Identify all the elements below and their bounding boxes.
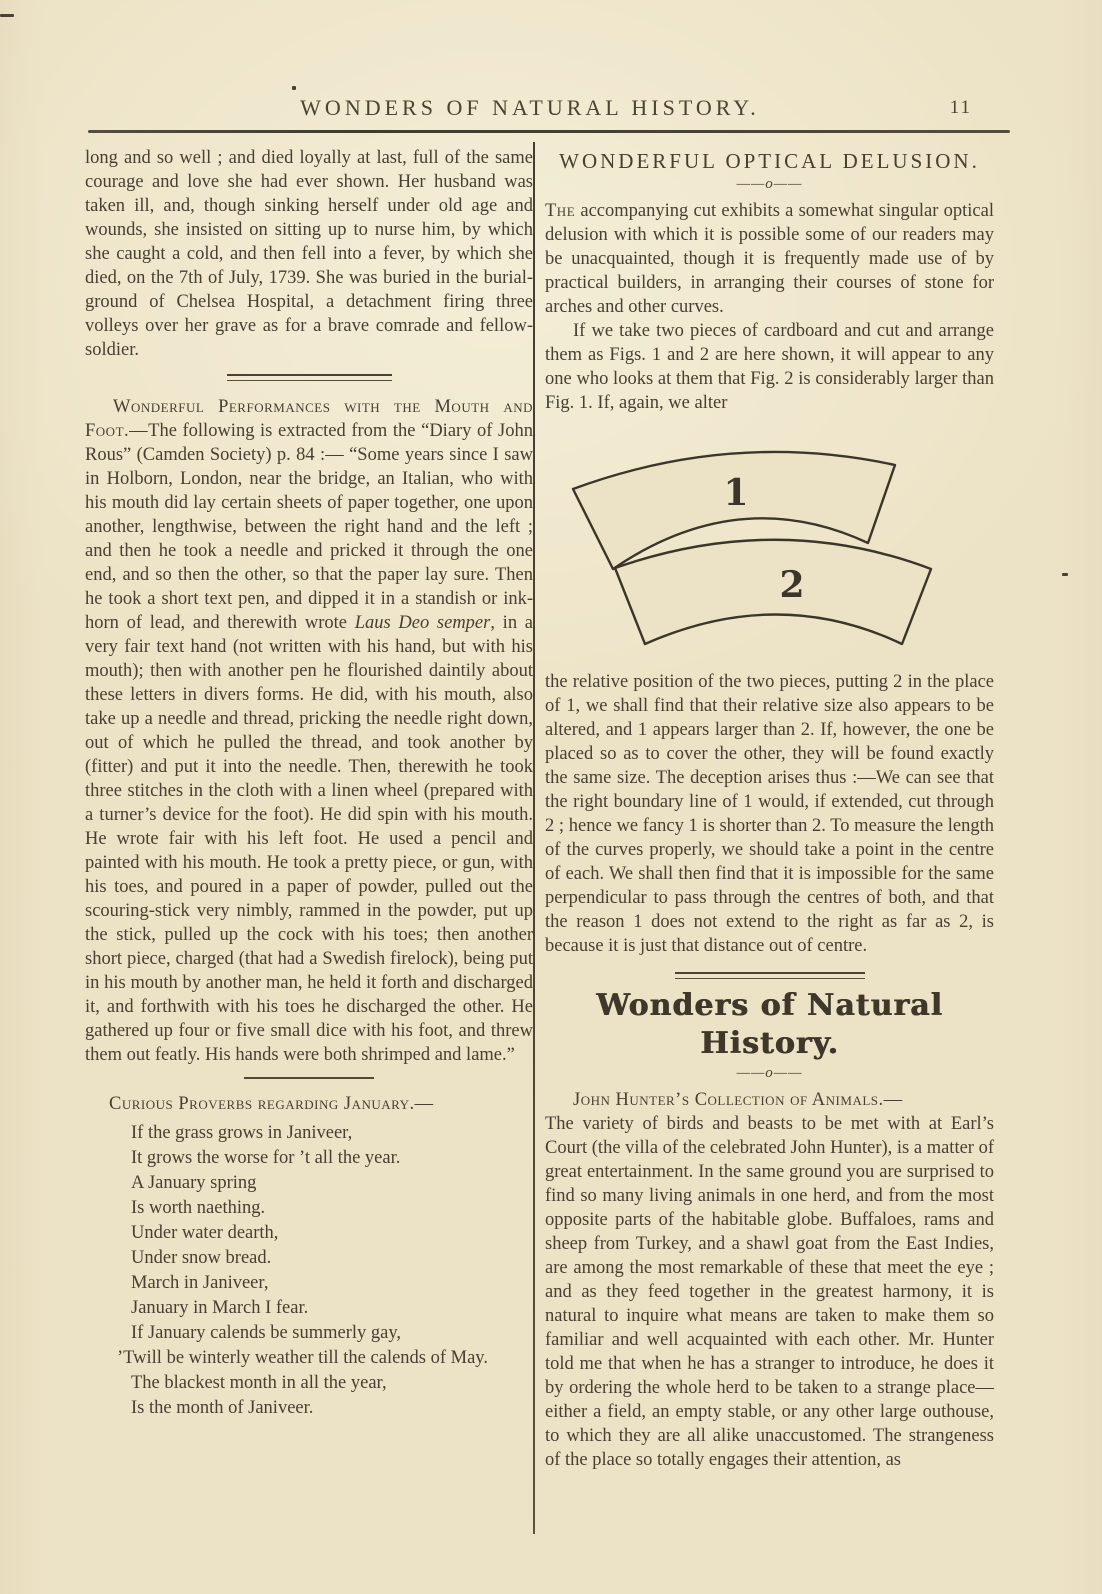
- optical-delusion-title: WONDERFUL OPTICAL DELUSION.: [559, 149, 980, 173]
- poem-line: If January calends be summerly gay,: [131, 1323, 402, 1343]
- poem-line: A January spring: [131, 1173, 257, 1193]
- heading-ornament: ——o——: [736, 1065, 803, 1081]
- article-body-text: , in a very fair text hand (not written with his hand, but with his mouth); then with another pen he flourished daintily about these letters in divers forms. He did, with his mouth, also take up a needle and thread, pricking the needle right down, out of which he pulled the thread, and took another by (fitter) and put it into the needle. Then, therewith he took three stitches in the cloth with a linen wheel (prepared with a turner’s device for the foot). He did spin with his mouth. He wrote fair with his left foot. He used a pencil and painted with his mouth. He took a pretty piece, or gun, with his toes, and poured in a paper of powder, pulled out the scouring-stick very nimbly, rammed in the powder, put up the stick, pulled up the cock with his toes; then another short piece, charged (that had a Swedish firelock), being put in his mouth by another man, he held it forth and discharged it, and forthwith with his toes he discharged the other. He gathered up four or five small dice with his foot, and threw them out featly. His hands were both shrimped and lame.”: [85, 613, 533, 1065]
- proverbs-lead-smallcaps: Curious Proverbs regarding January.—: [109, 1094, 434, 1114]
- arc-piece-2: [615, 540, 931, 644]
- scan-speck: [292, 86, 296, 90]
- header-rule: [88, 130, 1010, 133]
- page-number: 11: [949, 97, 972, 118]
- wonders-blackletter-title: Wonders of Natural History.: [596, 988, 943, 1061]
- article-body-text: The following is extracted from the “Diary of John Rous” (Camden Society) p. 84 :— “Some years since I saw in Holborn, London, near the bridge, an Italian, who with his mouth did lay certain sheets of paper together, one upon another, lengthwise, between the right hand and the left ; and then he took a needle and pricked it through the one end, and so then the other, so that the paper lay sure. Then he took a short text pen, and dipped it in a standish or ink-horn of lead, and therewith wrote: [85, 421, 533, 633]
- figure-label-1: 1: [723, 472, 749, 514]
- paragraph-text: accompanying cut exhibits a somewhat singular optical delusion with which it is possible some of our readers may be unacquainted, though it is frequently made use of by practical builders, in arranging their courses of stone for arches and other curves.: [545, 201, 994, 317]
- poem-line: ’Twill be winterly weather till the calends of May.: [117, 1348, 488, 1368]
- poem-line: Is the month of Janiveer.: [131, 1398, 314, 1418]
- article-lead-smallcaps: Wonderful Performances with the Mouth and Foot.—: [85, 397, 533, 441]
- article-lead-smallcaps: John Hunter’s Collection of Animals.—: [573, 1090, 903, 1110]
- paragraph-text: The variety of birds and beasts to be met with at Earl’s Court (the villa of the celebrated John Hunter), is a matter of great entertainment. In the same ground you are surprised to find so many living animals in one herd, and from the most opposite parts of the habitable globe. Buffaloes, rams and sheep from Turkey, and a shawl goat from the East Indies, are among the most remarkable of these that meet the eye ; and as they feed together in the greatest harmony, it is natural to inquire what means are taken to make them so familiar and well acquainted with each other. Mr. Hunter told me that when he has a stranger to introduce, he does it by ordering the whole herd to be taken to a strange place—either a field, an empty stable, or any other large outhouse, to which they are all alike unaccustomed. The strangeness of the place so totally engages their attention, as: [545, 1114, 994, 1470]
- poem-line: If the grass grows in Janiveer,: [131, 1123, 353, 1143]
- section-divider-double-rule: [227, 374, 392, 381]
- poem-line: Is worth naething.: [131, 1198, 266, 1218]
- heading-ornament: ——o——: [736, 176, 803, 192]
- poem-line: January in March I fear.: [131, 1298, 309, 1318]
- poem-line: The blackest month in all the year,: [131, 1373, 387, 1393]
- right-column: [545, 146, 994, 1472]
- optical-paragraph-2: If we take two pieces of cardboard and cut and arrange them as Figs. 1 and 2 are here shown, it will appear to any one who looks at them that Fig. 2 is considerably larger than Fig. 1. If, again, we alter: [545, 321, 994, 413]
- optical-paragraph-1: [545, 199, 994, 319]
- poem-line: Under water dearth,: [131, 1223, 279, 1243]
- january-proverbs-poem: [117, 1121, 533, 1421]
- chelsea-pensioner-paragraph: long and so well ; and died loyally at last, full of the same courage and love she had ever shown. Her husband was taken ill, and, though sinking herself under old age and wounds, she insisted on sitting up to nurse him, by which she caught a cold, and then fell into a fever, by which she died, on the 7th of July, 1739. She was buried in the burial-ground of Chelsea Hospital, a detachment firing three volleys over her grave as for a brave comrade and fellow-soldier.: [85, 148, 533, 360]
- john-hunter-paragraph: [545, 1088, 994, 1472]
- optical-illusion-figure: [543, 425, 994, 662]
- latin-phrase-italic: Laus Deo semper: [354, 613, 491, 633]
- poem-line: March in Janiveer,: [131, 1273, 269, 1293]
- section-divider-double-rule: [675, 972, 865, 979]
- two-arc-segments-illustration: [543, 425, 988, 657]
- figure-label-2: 2: [779, 564, 805, 606]
- section-divider-single-rule: [244, 1077, 374, 1079]
- proverbs-heading: [109, 1091, 533, 1117]
- scan-speck: [0, 14, 14, 17]
- poem-line: Under snow bread.: [131, 1248, 272, 1268]
- column-divider-rule: [533, 142, 535, 1534]
- scan-speck: [1062, 573, 1068, 576]
- paragraph-lead-smallcaps: The: [545, 201, 576, 221]
- poem-line: It grows the worse for ’t all the year.: [131, 1148, 401, 1168]
- mouth-and-foot-article: [85, 395, 533, 1067]
- optical-paragraph-3: the relative position of the two pieces, putting 2 in the place of 1, we shall find that their relative size also appears to be altered, and 1 appears larger than 2. If, however, the one be placed so as to cover the other, they will be found exactly the same size. The deception arises thus :—We can see that the right boundary line of 1 would, if extended, cut through 2 ; hence we fancy 1 is shorter than 2. To measure the length of the curves properly, we should take a point in the centre of each. We shall then find that it is impossible for the same perpendicular to pass through the centres of both, and that the reason 1 does not extend to the right as far as 2, is because it is just that distance out of centre.: [545, 672, 994, 956]
- running-head-title: WONDERS OF NATURAL HISTORY.: [300, 95, 760, 120]
- left-column: [85, 146, 533, 1421]
